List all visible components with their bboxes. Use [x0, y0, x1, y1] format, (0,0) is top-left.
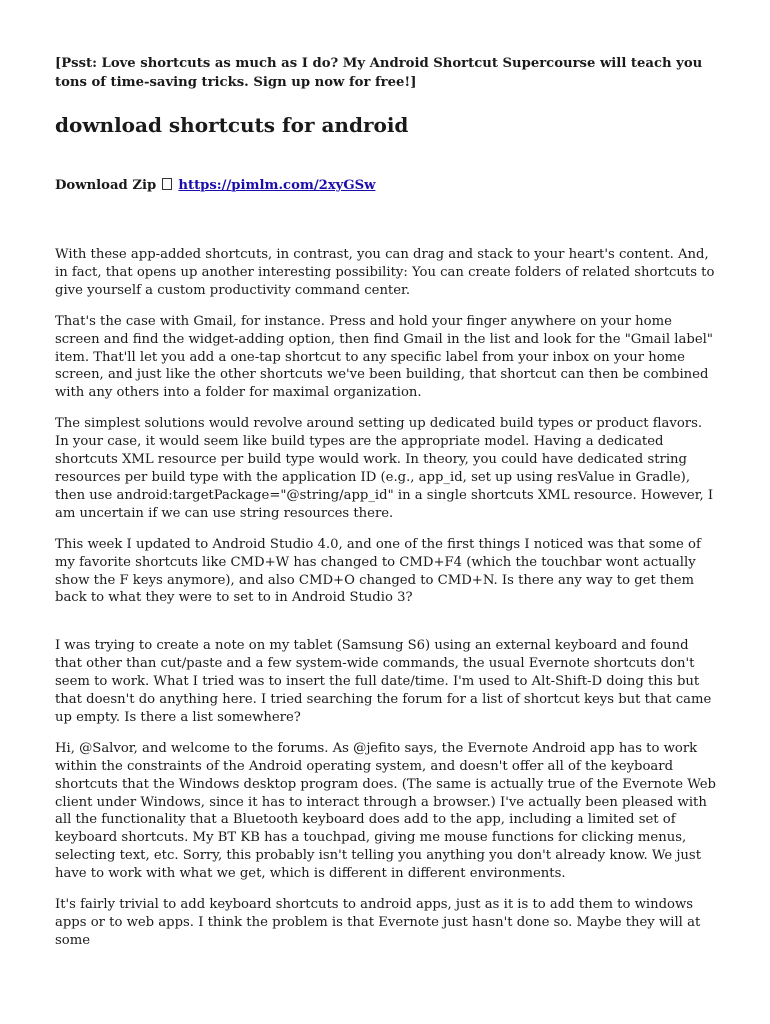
- paragraph: This week I updated to Android Studio 4.0, and one of the first things I noticed was that some of my favorite shortcuts like CMD+W has changed to CMD+F4 (which the touchbar wont actually show the F keys anymore), and also CMD+O changed to CMD+N. Is there any way to get them back to what they were to set to in Android Studio 3?: [55, 536, 701, 606]
- article-body: [55, 246, 719, 950]
- paragraph: With these app-added shortcuts, in contrast, you can drag and stack to your heart's content. And, in fact, that opens up another interesting possibility: You can create folders of related shortcuts to give yourself a custom productivity command center.: [55, 247, 715, 298]
- document-title: download shortcuts for android: [55, 113, 409, 137]
- paragraph: The simplest solutions would revolve around setting up dedicated build types or product flavors. In your case, it would seem like build types are the appropriate model. Having a dedicated shortcuts XML resource per build type would work. In theory, you could have dedicated string resources per build type with the application ID (e.g., app_id, set up using resValue in Gradle), then use android:targetPackage="@string/app_id" in a single shortcuts XML resource. However, I am uncertain if we can use string resources there.: [55, 416, 714, 521]
- promo-banner: [Psst: Love shortcuts as much as I do? My Android Shortcut Supercourse will teach you tons of time-saving tricks. Sign up now for free!]: [55, 56, 703, 90]
- download-label: Download Zip: [55, 178, 157, 193]
- paragraph: Hi, @Salvor, and welcome to the forums. As @jefito says, the Evernote Android app has to work within the constraints of the Android operating system, and doesn't offer all of the keyboard shortcuts that the Windows desktop program does. (The same is actually true of the Evernote Web client under Windows, since it has to interact through a browser.) I've actually been pleased with all the functionality that a Bluetooth keyboard does add to the app, including a limited set of keyboard shortcuts. My BT KB has a touchpad, giving me mouse functions for clicking menus, selecting text, etc. Sorry, this probably isn't telling you anything you don't already know. We just have to work with what we get, which is different in different environments.: [55, 740, 716, 882]
- paragraph: That's the case with Gmail, for instance. Press and hold your finger anywhere on your home screen and find the widget-adding option, then find Gmail in the list and look for the "Gmail label" item. That'll let you add a one-tap shortcut to any specific label from your inbox on your home screen, and just like the other shortcuts we've been building, that shortcut can then be combined with any others into a folder for maximal organization.: [55, 313, 713, 401]
- paragraph: I was trying to create a note on my tablet (Samsung S6) using an external keyboard and found that other than cut/paste and a few system-wide commands, the usual Evernote shortcuts don't seem to work. What I tried was to insert the full date/time. I'm used to Alt-Shift-D doing this but that doesn't do anything here. I tried searching the forum for a list of shortcut keys but that came up empty. Is there a list somewhere?: [55, 638, 712, 725]
- paragraph: It's fairly trivial to add keyboard shortcuts to android apps, just as it is to add them to windows apps or to web apps. I think the problem is that Evernote just hasn't done so. Maybe they will at some: [55, 897, 701, 948]
- download-line: [55, 177, 719, 195]
- document-page: [55, 54, 719, 963]
- download-link[interactable]: https://pimlm.com/2xyGSw: [178, 178, 376, 193]
- missing-glyph-icon: [162, 178, 172, 190]
